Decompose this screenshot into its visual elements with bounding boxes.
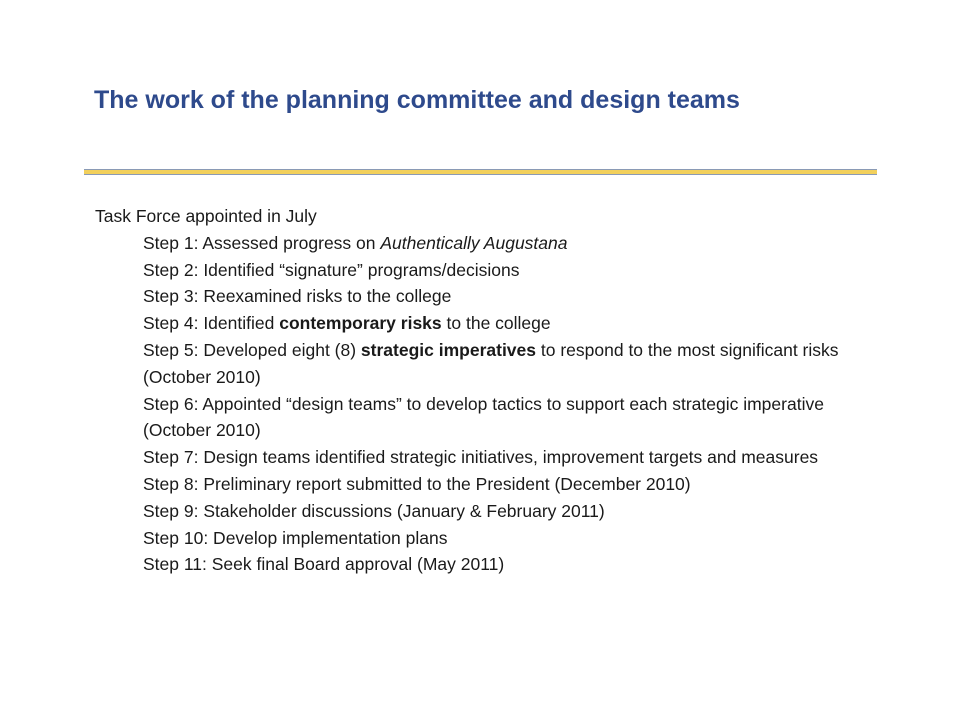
step-item xyxy=(143,525,843,552)
step-text: Step 1: Assessed progress on xyxy=(143,232,381,253)
step-item xyxy=(143,498,843,525)
step-item xyxy=(143,257,843,284)
step-item xyxy=(143,283,843,310)
slide-title: The work of the planning committee and design teams xyxy=(94,86,740,114)
step-text: Step 2: Identified “signature” programs/decisions xyxy=(143,259,520,280)
step-item xyxy=(143,471,843,498)
step-text: to the college xyxy=(441,313,551,334)
step-text: Step 11: Seek final Board approval (May 2011) xyxy=(143,554,505,575)
step-item xyxy=(143,310,843,337)
step-item xyxy=(143,337,843,391)
step-text: Step 9: Stakeholder discussions (January & February 2011) xyxy=(143,500,605,521)
steps-list xyxy=(95,230,875,578)
title-divider xyxy=(84,169,877,175)
step-text: Step 8: Preliminary report submitted to the President (December 2010) xyxy=(143,473,691,494)
step-item xyxy=(143,551,843,578)
step-text: Step 3: Reexamined risks to the college xyxy=(143,286,452,307)
step-text: Step 10: Develop implementation plans xyxy=(143,527,448,548)
step-italic: Authentically Augustana xyxy=(380,232,568,253)
step-text: Step 6: Appointed “design teams” to develop tactics to support each strategic imperative (October 2010) xyxy=(143,393,824,441)
step-item xyxy=(143,230,843,257)
step-text: Step 5: Developed eight (8) xyxy=(143,339,361,360)
step-item xyxy=(143,391,843,445)
slide-body xyxy=(95,203,875,578)
step-item xyxy=(143,444,843,471)
step-text: Step 7: Design teams identified strategic initiatives, improvement targets and measures xyxy=(143,447,819,468)
step-text: Step 4: Identified xyxy=(143,313,280,334)
step-text: to respond to the most significant risks (October 2010) xyxy=(143,339,839,387)
step-emphasis: strategic imperatives xyxy=(360,339,537,360)
lead-line: Task Force appointed in July xyxy=(95,206,317,226)
step-emphasis: contemporary risks xyxy=(279,313,442,334)
